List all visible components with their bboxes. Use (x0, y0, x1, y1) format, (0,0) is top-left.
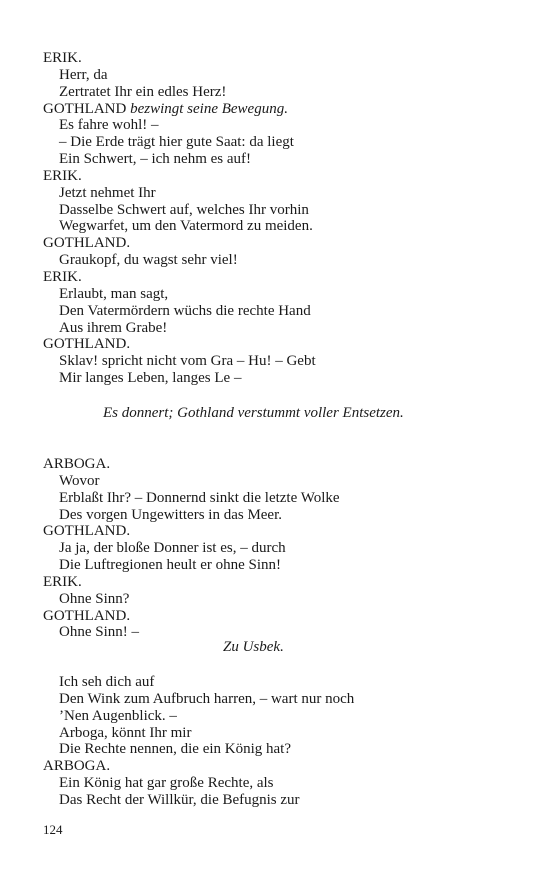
speaker-name: ERIK. (43, 50, 82, 66)
verse-line: Ich seh dich auf (59, 674, 155, 690)
verse-line: Die Luftregionen heult er ohne Sinn! (59, 557, 282, 574)
verse-line: Zertratet Ihr ein edles Herz! (59, 83, 227, 100)
verse-line: Es fahre wohl! – (59, 117, 159, 134)
verse-line: Erlaubt, man sagt, (59, 285, 169, 302)
speaker-name: GOTHLAND. (43, 336, 131, 353)
speaker-name: GOTHLAND. (43, 235, 131, 252)
verse-line: Mir langes Leben, langes Le – (59, 370, 242, 387)
verse-line: Erblaßt Ihr? – Donnernd sinkt die letzte Wolke (59, 489, 340, 506)
verse-line: Wovor (59, 472, 100, 489)
speaker-name: GOTHLAND. (43, 523, 131, 540)
text-block-1 (43, 50, 513, 387)
verse-line: Den Vatermördern wüchs die rechte Hand (59, 302, 311, 319)
page-number: 124 (43, 822, 63, 837)
speaker-name: ERIK. (43, 573, 82, 590)
text-block-3 (43, 674, 513, 809)
speaker-name: GOTHLAND. (43, 607, 131, 624)
speaker-name: ARBOGA. (43, 456, 111, 472)
verse-line: Wegwarfet, um den Vatermord zu meiden. (59, 218, 313, 235)
verse-line: Arboga, könnt Ihr mir (59, 724, 192, 741)
verse-line: Herr, da (59, 66, 108, 83)
verse-line: Das Recht der Willkür, die Befugnis zur (59, 791, 300, 808)
verse-line: Ohne Sinn! – (59, 624, 139, 641)
verse-line: Jetzt nehmet Ihr (59, 184, 156, 201)
speaker-line (43, 101, 513, 118)
verse-line: Ohne Sinn? (59, 590, 130, 607)
stage-direction: Es donnert; Gothland verstummt voller Entsetzen. (103, 405, 404, 421)
inline-stage-direction: bezwingt seine Bewegung. (130, 100, 288, 117)
verse-line: Ein Schwert, – ich nehm es auf! (59, 151, 252, 168)
stage-direction: Zu Usbek. (223, 639, 284, 655)
speaker-name: ERIK. (43, 268, 82, 285)
verse-line: Dasselbe Schwert auf, welches Ihr vorhin (59, 201, 309, 218)
verse-line: Aus ihrem Grabe! (59, 319, 168, 336)
verse-line: Des vorgen Ungewitters in das Meer. (59, 506, 283, 523)
verse-line: Den Wink zum Aufbruch harren, – wart nur noch (59, 690, 355, 707)
verse-line: ’Nen Augenblick. – (59, 707, 177, 724)
speaker-name: ERIK. (43, 167, 82, 184)
verse-line: Graukopf, du wagst sehr viel! (59, 252, 238, 269)
verse-line: – Die Erde trägt hier gute Saat: da liegt (59, 134, 294, 151)
verse-line: Ein König hat gar große Rechte, als (59, 775, 274, 792)
text-block-2 (43, 456, 513, 641)
verse-line: Sklav! spricht nicht vom Gra – Hu! – Gebt (59, 353, 316, 370)
verse-line: Die Rechte nennen, die ein König hat? (59, 741, 292, 758)
speaker-name: ARBOGA. (43, 758, 111, 775)
speaker-name: GOTHLAND (43, 100, 127, 117)
verse-line: Ja ja, der bloße Donner ist es, – durch (59, 540, 286, 557)
